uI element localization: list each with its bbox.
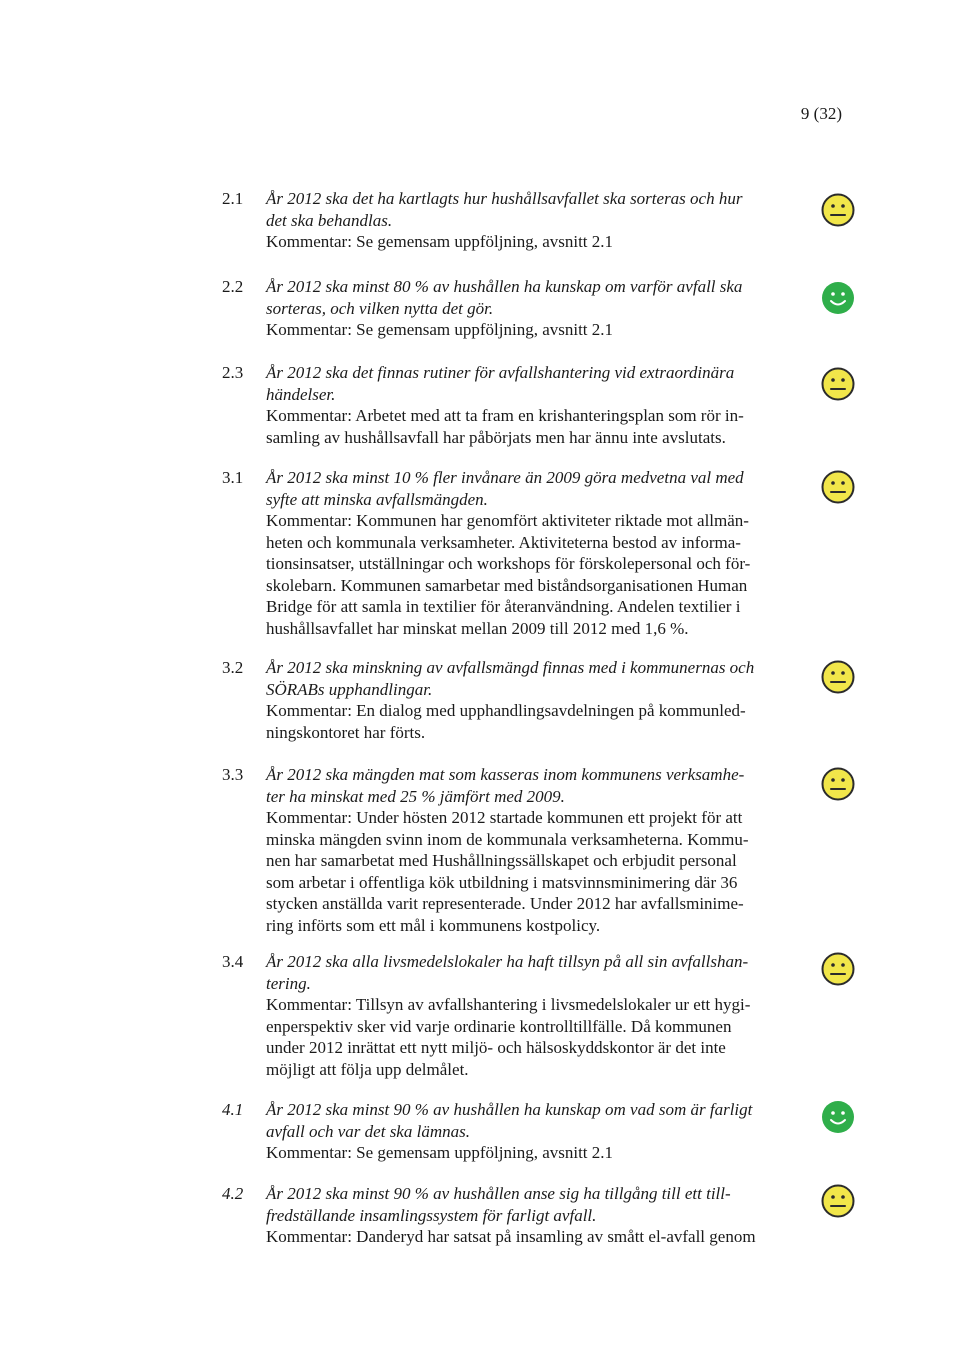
goal-text: År 2012 ska alla livsmedelslokaler ha haft tillsyn på all sin avfallshan- tering.: [266, 952, 749, 993]
goal-comment: Kommentar: Se gemensam uppföljning, avsnitt 2.1: [266, 1143, 614, 1162]
goal-comment: Kommentar: Arbetet med att ta fram en krishanteringsplan som rör in- samling av hushållsavfall har påbörjats men har ännu inte avslutats.: [266, 406, 744, 447]
goal-comment: Kommentar: Danderyd har satsat på insamling av smått el-avfall genom: [266, 1227, 756, 1246]
goal-content: [266, 657, 806, 743]
neutral-face-icon: [820, 659, 856, 695]
neutral-face-icon: [820, 192, 856, 228]
goal-comment: Kommentar: En dialog med upphandlingsavdelningen på kommunled- ningskontoret har förts.: [266, 701, 746, 742]
goal-number: 3.1: [222, 468, 244, 487]
neutral-face-icon: [820, 1183, 856, 1219]
goal-content: [266, 467, 806, 639]
goal-content: [266, 951, 806, 1080]
happy-face-icon: [820, 1099, 856, 1135]
goal-text: År 2012 ska minskning av avfallsmängd finnas med i kommunernas och SÖRABs upphandlingar.: [266, 658, 755, 699]
neutral-face-icon: [820, 366, 856, 402]
goal-comment: Kommentar: Tillsyn av avfallshantering i livsmedelslokaler ur ett hygi- enperspektiv sker vid varje ordinarie kontrolltillfälle. Då kommunen under 2012 inrättat ett nytt miljö- och hälsoskyddskontor är det inte möjligt att följa upp delmålet.: [266, 995, 751, 1079]
goal-content: [266, 764, 806, 936]
goal-text: År 2012 ska minst 80 % av hushållen ha kunskap om varför avfall ska sorteras, och vilken nytta det gör.: [266, 277, 743, 318]
goal-number: 4.2: [222, 1184, 244, 1203]
page-number: 9 (32): [800, 104, 842, 123]
goal-comment: Kommentar: Kommunen har genomfört aktiviteter riktade mot allmän- heten och kommunala verksamheter. Aktiviteterna bestod av informa- tionsinsatser, utställningar och workshops för förskolepersonal och för- skolebarn. Kommunen samarbetar med biståndsorganisationen Human Bridge för att samla in textilier för återanvändning. Andelen textilier i hushållsavfallet har minskat mellan 2009 till 2012 med 1,6 %.: [266, 511, 751, 638]
goal-comment: Kommentar: Under hösten 2012 startade kommunen ett projekt för att minska mängden svinn inom de kommunala verksamheterna. Kommu- nen har samarbetat med Hushållningssällskapet och erbjudit personal som arbetar i offentliga kök utbildning i matsvinnsminimering där 36 stycken anställda varit representerade. Under 2012 har avfallsminime- ring införts som ett mål i kommunens kostpolicy.: [266, 808, 749, 935]
goal-text: År 2012 ska det ha kartlagts hur hushållsavfallet ska sorteras och hur det ska behandlas.: [266, 189, 743, 230]
goal-number: 3.4: [222, 952, 244, 971]
goal-text: År 2012 ska minst 90 % av hushållen anse sig ha tillgång till ett till- fredställande insamlingssystem för farligt avfall.: [266, 1184, 731, 1225]
goal-number: 3.2: [222, 658, 244, 677]
goal-text: År 2012 ska minst 10 % fler invånare än 2009 göra medvetna val med syfte att minska avfallsmängden.: [266, 468, 744, 509]
goal-content: [266, 362, 806, 448]
goal-comment: Kommentar: Se gemensam uppföljning, avsnitt 2.1: [266, 232, 614, 251]
goal-text: År 2012 ska mängden mat som kasseras inom kommunens verksamhe- ter ha minskat med 25 % jämfört med 2009.: [266, 765, 745, 806]
goal-text: År 2012 ska minst 90 % av hushållen ha kunskap om vad som är farligt avfall och var det ska lämnas.: [266, 1100, 753, 1141]
goal-text: År 2012 ska det finnas rutiner för avfallshantering vid extraordinära händelser.: [266, 363, 735, 404]
goal-number: 4.1: [222, 1100, 244, 1119]
goal-number: 2.3: [222, 363, 244, 382]
goal-comment: Kommentar: Se gemensam uppföljning, avsnitt 2.1: [266, 320, 614, 339]
goal-number: 3.3: [222, 765, 244, 784]
goal-content: [266, 1099, 806, 1164]
goal-number: 2.2: [222, 277, 244, 296]
neutral-face-icon: [820, 766, 856, 802]
goal-content: [266, 1183, 806, 1248]
happy-face-icon: [820, 280, 856, 316]
goal-content: [266, 276, 806, 341]
goal-content: [266, 188, 806, 253]
neutral-face-icon: [820, 469, 856, 505]
neutral-face-icon: [820, 951, 856, 987]
goal-number: 2.1: [222, 189, 244, 208]
